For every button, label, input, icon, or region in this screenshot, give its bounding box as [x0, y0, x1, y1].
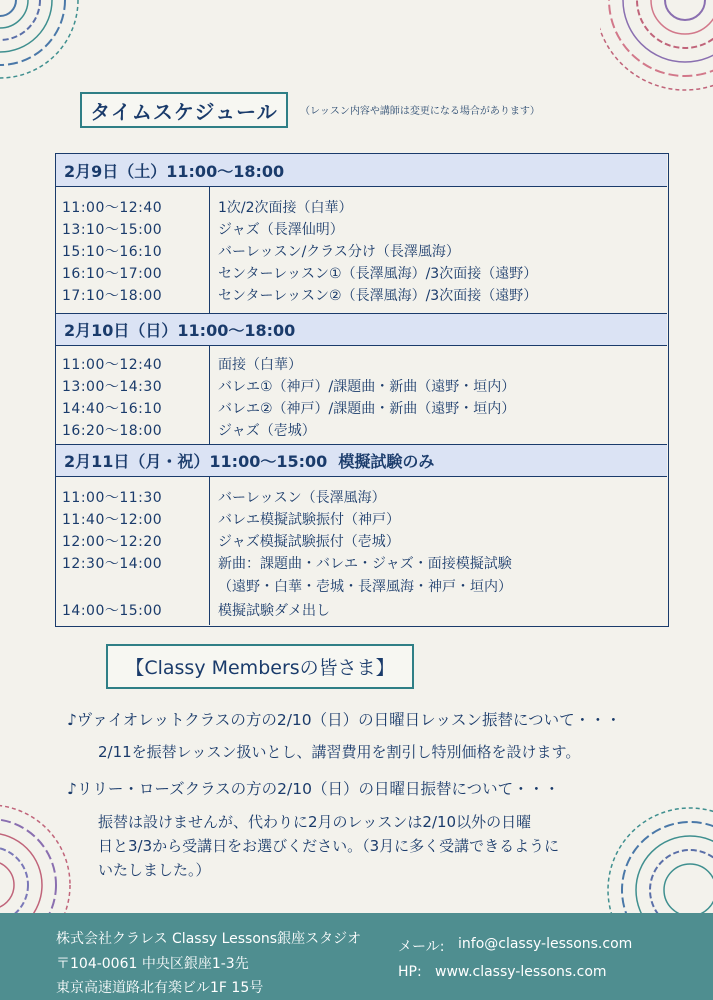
footer-address-line-2: 東京高速道路北有楽ビル1F 15号: [56, 980, 264, 996]
row-time: 16:20～18:00: [62, 423, 163, 439]
row-content: 模擬試験ダメ出し: [218, 603, 330, 619]
row-content: （遠野・白華・壱城・長澤風海・神戸・垣内）: [218, 579, 512, 595]
schedule-row: [56, 261, 667, 282]
row-content: ジャズ（長澤仙明）: [218, 222, 344, 238]
row-content: バーレッスン/クラス分け（長澤風海）: [218, 244, 460, 260]
row-time: 11:40～12:00: [62, 512, 163, 528]
row-time: 12:30～14:00: [62, 556, 163, 572]
row-time: 13:00～14:30: [62, 379, 163, 395]
footer-address-line-1: 〒104-0061 中央区銀座1-3先: [56, 956, 249, 972]
schedule-row: [56, 352, 667, 373]
row-content: 面接（白華）: [218, 357, 302, 373]
day-heading-feb-9: 2月9日（土）11:00～18:00: [56, 154, 667, 187]
row-time: 14:00～15:00: [62, 603, 163, 619]
row-time: 14:40～16:10: [62, 401, 163, 417]
schedule-row: [56, 485, 667, 506]
violet-class-notice-title: ♪ヴァイオレットクラスの方の2/10（日）の日曜日レッスン振替について・・・: [67, 711, 622, 729]
day-body-feb-10: [56, 346, 667, 444]
lily-rose-class-notice-body: [98, 810, 618, 882]
schedule-title: タイムスケジュール: [90, 99, 278, 124]
row-time: 17:10～18:00: [62, 288, 163, 304]
day-body-feb-11: [56, 477, 667, 625]
schedule-title-box: [80, 92, 288, 128]
footer-hp-link[interactable]: www.classy-lessons.com: [435, 964, 607, 980]
schedule-row: [56, 195, 667, 216]
row-time: 15:10～16:10: [62, 244, 163, 260]
row-content: センターレッスン①（長澤風海）/3次面接（遠野）: [218, 266, 538, 282]
row-content: バレエ模擬試験振付（神戸）: [218, 512, 400, 528]
day-heading-feb-10: 2月10日（日）11:00～18:00: [56, 313, 667, 346]
schedule-row: [56, 598, 667, 619]
schedule-row: [56, 374, 667, 395]
row-content: ジャズ（壱城）: [218, 423, 316, 439]
schedule-row: [56, 551, 667, 572]
row-time: 12:00～12:20: [62, 534, 163, 550]
day-body-feb-9: [56, 187, 667, 313]
row-content: ジャズ模擬試験振付（壱城）: [218, 534, 400, 550]
row-time: 16:10～17:00: [62, 266, 163, 282]
row-content: センターレッスン②（長澤風海）/3次面接（遠野）: [218, 288, 538, 304]
mandala-ornament-top-right: [600, 0, 713, 110]
day-heading-feb-11: 2月11日（月・祝）11:00～15:00 模擬試験のみ: [56, 444, 667, 477]
mandala-ornament-bottom-left: [0, 800, 80, 913]
row-content: バレエ①（神戸）/課題曲・新曲（遠野・垣内）: [218, 379, 516, 395]
schedule-row: [56, 418, 667, 439]
footer-mail-link[interactable]: info@classy-lessons.com: [458, 936, 633, 952]
schedule-row: [56, 529, 667, 550]
notice-line: 日と3/3から受講日をお選びください。（3月に多く受講できるように: [98, 837, 560, 855]
schedule-row: [56, 574, 667, 595]
row-content: バーレッスン（長澤風海）: [218, 490, 386, 506]
schedule-row: [56, 217, 667, 238]
footer-mail-label: メール:: [398, 939, 445, 955]
row-content: バレエ②（神戸）/課題曲・新曲（遠野・垣内）: [218, 401, 516, 417]
members-heading-box: [106, 644, 414, 689]
schedule-row: [56, 283, 667, 304]
schedule-table: [55, 153, 669, 627]
members-heading: 【Classy Membersの皆さま】: [125, 657, 395, 679]
row-time: 11:00～11:30: [62, 490, 163, 506]
schedule-row: [56, 507, 667, 528]
row-time: 11:00～12:40: [62, 200, 163, 216]
footer: [0, 913, 713, 1000]
lily-rose-class-notice-title: ♪リリー・ローズクラスの方の2/10（日）の日曜日振替について・・・: [67, 780, 560, 798]
row-time: 13:10～15:00: [62, 222, 163, 238]
row-time: 11:00～12:40: [62, 357, 163, 373]
footer-company: 株式会社クラレス Classy Lessons銀座スタジオ: [56, 931, 362, 947]
row-content: 1次/2次面接（白華）: [218, 200, 353, 216]
violet-class-notice-text: 2/11を振替レッスン扱いとし、講習費用を割引し特別価格を設けます。: [98, 743, 581, 761]
notice-line: いたしました。）: [98, 861, 211, 879]
schedule-change-note: （レッスン内容や講師は変更になる場合があります）: [300, 106, 540, 117]
row-content: 新曲：課題曲・バレエ・ジャズ・面接模擬試験: [218, 556, 512, 572]
schedule-row: [56, 396, 667, 417]
schedule-row: [56, 239, 667, 260]
footer-hp-label: HP:: [398, 964, 422, 980]
notice-line: 振替は設けませんが、代わりに2月のレッスンは2/10以外の日曜: [98, 813, 532, 831]
mandala-ornament-top-left: [0, 0, 80, 90]
